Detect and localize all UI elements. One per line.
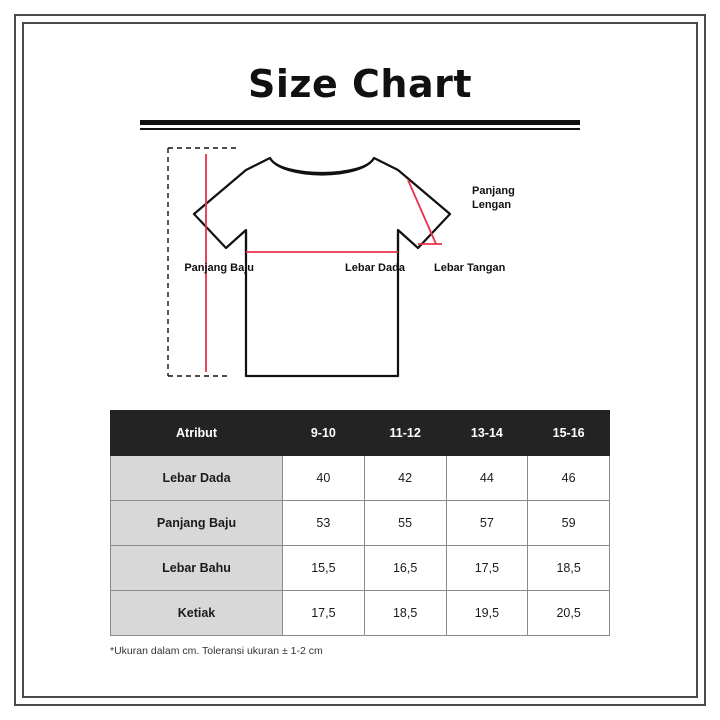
title-underline	[140, 120, 580, 130]
row-value-cell: 57	[446, 501, 528, 546]
row-attribute-cell: Lebar Dada	[111, 456, 283, 501]
row-value-cell: 59	[528, 501, 610, 546]
size-table-head	[111, 411, 610, 456]
row-value-cell: 20,5	[528, 591, 610, 636]
table-header-cell: 9-10	[283, 411, 365, 456]
page-content	[34, 34, 686, 686]
row-value-cell: 40	[283, 456, 365, 501]
table-header-row	[111, 411, 610, 456]
table-row	[111, 546, 610, 591]
row-value-cell: 18,5	[364, 591, 446, 636]
row-attribute-cell: Lebar Bahu	[111, 546, 283, 591]
label-lebar-dada: Lebar Dada	[345, 262, 405, 274]
title-rule-thick	[140, 120, 580, 125]
row-value-cell: 46	[528, 456, 610, 501]
label-panjang-lengan-line2: Lengan	[472, 198, 512, 211]
size-table-wrapper	[110, 410, 610, 636]
row-attribute-cell: Ketiak	[111, 591, 283, 636]
table-row	[111, 591, 610, 636]
row-value-cell: 17,5	[283, 591, 365, 636]
table-row	[111, 456, 610, 501]
table-header-cell: Atribut	[111, 411, 283, 456]
label-panjang-lengan	[472, 185, 552, 213]
measurement-footnote: *Ukuran dalam cm. Toleransi ukuran ± 1-2 cm	[110, 645, 323, 657]
tshirt-illustration	[34, 140, 686, 408]
title-rule-thin	[140, 128, 580, 130]
page-title: Size Chart	[247, 62, 472, 106]
row-attribute-cell: Panjang Baju	[111, 501, 283, 546]
row-value-cell: 42	[364, 456, 446, 501]
label-panjang-lengan-line1: Panjang	[472, 185, 515, 197]
row-value-cell: 44	[446, 456, 528, 501]
row-value-cell: 19,5	[446, 591, 528, 636]
row-value-cell: 18,5	[528, 546, 610, 591]
row-value-cell: 15,5	[283, 546, 365, 591]
table-row	[111, 501, 610, 546]
row-value-cell: 17,5	[446, 546, 528, 591]
row-value-cell: 55	[364, 501, 446, 546]
label-lebar-tangan: Lebar Tangan	[434, 262, 506, 274]
label-panjang-baju: Panjang Baju	[184, 262, 254, 274]
table-header-cell: 11-12	[364, 411, 446, 456]
size-table	[110, 410, 610, 636]
table-header-cell: 13-14	[446, 411, 528, 456]
row-value-cell: 16,5	[364, 546, 446, 591]
size-table-body	[111, 456, 610, 636]
table-header-cell: 15-16	[528, 411, 610, 456]
row-value-cell: 53	[283, 501, 365, 546]
